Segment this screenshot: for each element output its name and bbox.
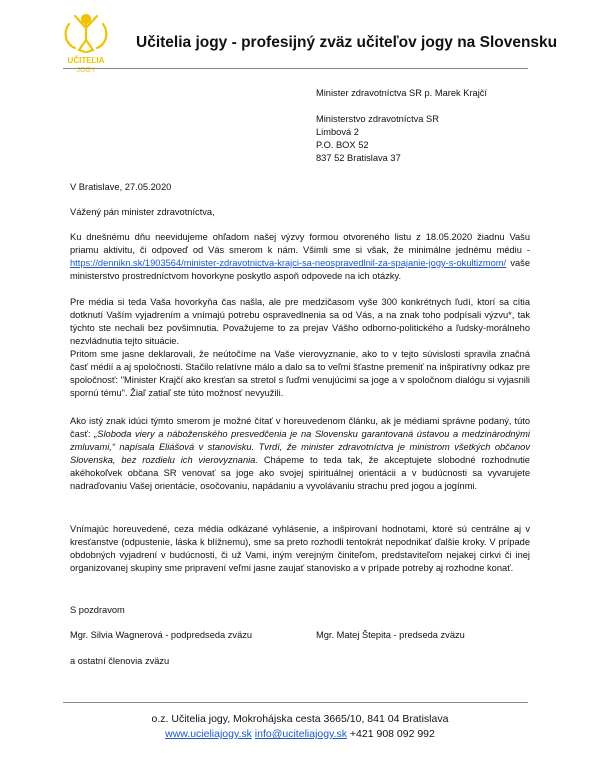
paragraph-5: Vnímajúc horeuvedené, ceza média odkázané vyhlásenie, a inšpirovaní hodnotami, ktoré sú centrálne aj v kresťanstve (odpustenie, láska k blížnemu), sme sa preto rozhodli tentokrát nepodnikať ďalšie kroky. V prípade obdobných vyjadrení v budúcnosti, či už Vami, iným verejným činiteľom, predstaviteľom nejakej cirkvi či inej organizovanej skupiny sme pripravení veľmi jasne zaujať stanovisko a v prípade potreby aj rozhodne konať. xyxy=(70,524,530,573)
paragraph-3: Pritom sme jasne deklarovali, že neútočíme na Vaše vierovyznanie, ako to v tejto súvislosti spravila značná časť médií a aj spoločnosti. Stačilo relatívne málo a dalo sa to veľmi šťastne premeniť na inšpiratívny odkaz pre spoločnosť: "Minister Krajčí ako kresťan sa stretol s ľuďmi venujúcimi sa joge a v spoločnom dialógu si vyjasnili spornú tému". Žiaľ zatiaľ ste túto možnosť nevyužili. xyxy=(70,349,530,398)
organization-title: Učitelia jogy - profesijný zväz učiteľov jogy na Slovensku xyxy=(136,34,558,51)
footer-divider xyxy=(63,702,528,703)
footer-email-link[interactable]: info@uciteliajogy.sk xyxy=(254,728,347,740)
closing: S pozdravom xyxy=(70,605,125,615)
recipient-name: Minister zdravotníctva SR p. Marek Krajčí xyxy=(316,88,488,98)
paragraph-4-text-b: Chápeme to teda tak, že akceptujete slobodné rozhodnutie akéhokoľvek občana SR venovať sa joge ako svojej spirituálnej orientácii a v budúcnosti sa vyvarujete nadraďovaniu Vašej orientácie, osočovaniu, napádaniu a vyvolávaniu strachu pred jogou a jogínmi. xyxy=(70,455,530,491)
logo-text-line2: JOGY xyxy=(76,67,96,74)
footer-website-link[interactable]: www.ucieliajogy.sk xyxy=(165,728,252,740)
paragraph-4 xyxy=(70,415,530,493)
signature-chair: Mgr. Matej Štepita - predseda zväzu xyxy=(316,630,465,640)
letter-date: V Bratislave, 27.05.2020 xyxy=(70,182,172,192)
logo-text-line1: UČITEĽIA xyxy=(67,56,105,65)
paragraph-2: Pre média si teda Vaša hovorkyňa čas našla, ale pre medzičasom vyše 300 konkrétnych ľudí, ktorí sa cítia dotknutí Vaším vyjadrením a vnímajú potrebu ospravedlnenia sa od Vás, a na znak toho podpísali výzvu*, tak týchto ste nechali bez povšimnutia. Považujeme to za prejav Vášho odborno-politického a ľudsky-morálneho nezvládnutia tejto situácie. xyxy=(70,297,530,346)
recipient-pobox: P.O. BOX 52 xyxy=(316,140,369,150)
paragraph-1-text-a: Ku dnešnému dňu neevidujeme ohľadom našej výzvy formou otvoreného listu z 18.05.2020 žiadnu Vašu priamu aktivitu, či odpoveď od Vás smerom k nám. Všimli sme si však, že minimálne jednému médiu - xyxy=(70,232,530,255)
article-link[interactable]: https://dennikn.sk/1903564/minister-zdravotnictva-krajci-sa-neospravedlnil-za-spajanie-jogy-s-okultizmom/ xyxy=(70,258,507,268)
recipient-ministry: Ministerstvo zdravotníctva SR xyxy=(316,114,439,124)
header-divider xyxy=(63,68,528,69)
minister-statement-quote: „Sloboda viery a náboženského presvedčenia je na Slovensku garantovaná ústavou a medzinárodnými zmluvami,“ napísala Eliášová v stanovisku. Tvrdí, že minister zdravotníctva je ministrom všetkých občanov Slovenska, bez rozdielu ich vierovyznania. xyxy=(70,429,530,465)
salutation: Vážený pán minister zdravotníctva, xyxy=(70,207,215,217)
paragraph-1-text-b: vaše ministerstvo prostredníctvom hovorkyne poskytlo aspoň odpovede na ich otázky. xyxy=(70,258,530,281)
recipient-city: 837 52 Bratislava 37 xyxy=(316,153,401,163)
signature-vice-chair: Mgr. Silvia Wagnerová - podpredseda zväzu xyxy=(70,630,253,640)
footer-contacts xyxy=(0,727,600,742)
footer-address: o.z. Učitelia jogy, Mokrohájska cesta 3665/10, 841 04 Bratislava xyxy=(151,713,449,725)
paragraph-1 xyxy=(70,231,530,283)
yoga-figure-icon xyxy=(55,10,117,76)
recipient-street: Limbová 2 xyxy=(316,127,359,137)
footer-phone: +421 908 092 992 xyxy=(349,728,435,740)
organization-logo xyxy=(55,10,117,76)
paragraph-4-text-a: Ako istý znak idúci týmto smerom je možné čítať v horeuvedenom článku, ak je médiami správne podaný, túto časť: xyxy=(70,416,530,439)
signature-members: a ostatní členovia zväzu xyxy=(70,656,170,666)
